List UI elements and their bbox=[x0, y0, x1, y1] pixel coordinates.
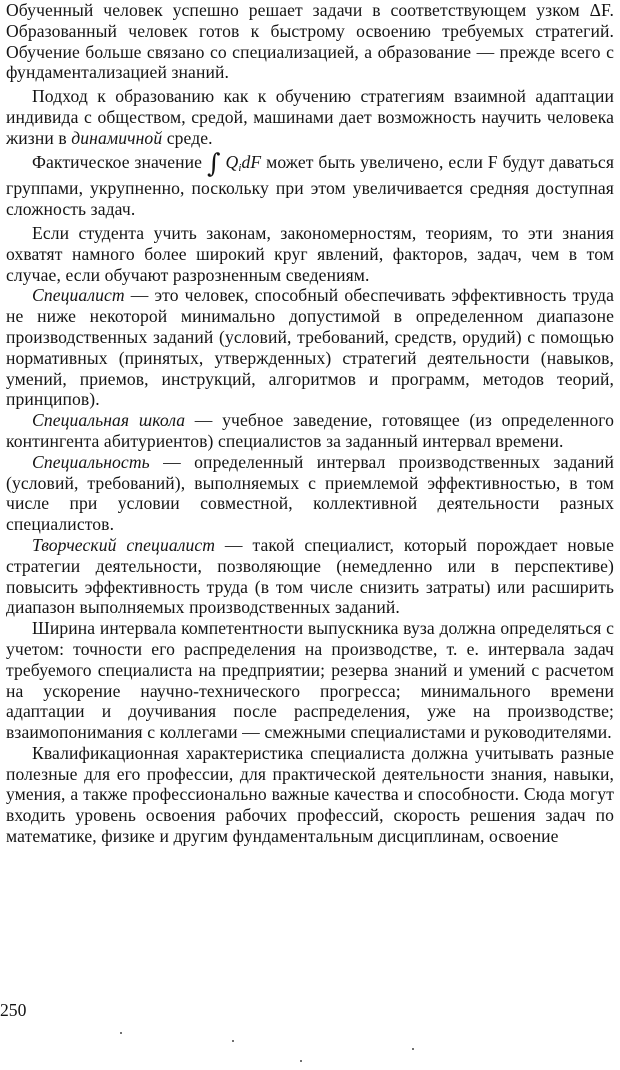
paragraph-3 bbox=[6, 148, 615, 220]
formula-q: Q bbox=[225, 151, 239, 172]
formula-df: dF bbox=[241, 151, 262, 172]
paragraph-qualification bbox=[6, 743, 614, 847]
page-number: 250 bbox=[0, 1000, 27, 1020]
definition-specialist bbox=[6, 285, 614, 410]
paragraph-qualification-text: Квалификационная характеристика специалиста должна учитывать разные полезные для его профессии, для практической деятельности знания, навыки, умения, а также профессионально важные качества и способности. Сюда могут входить уровень освоения рабочих профессий, скорость решения задач по математике, физике и другим фундаментальным дисциплинам, освоение bbox=[6, 742, 614, 847]
paragraph-2-tail: среде. bbox=[162, 127, 213, 148]
paragraph-1 bbox=[6, 0, 614, 83]
paragraph-3-lead: Фактическое значение bbox=[32, 151, 207, 172]
integral-sign: ∫ bbox=[206, 148, 221, 179]
definition-creative-specialist-text: — такой специалист, который порождает новые стратегии деятельности, позволяющие (немедленно или в перспективе) повысить эффективность труда (в том числе снизить затраты) или расширить диапазон выполняемых производственных заданий. bbox=[6, 534, 614, 618]
scan-speck bbox=[412, 1048, 414, 1050]
definition-special-school-text: — учебное заведение, готовящее (из определенного контингента абитуриентов) специалистов за заданный интервал времени. bbox=[6, 410, 615, 451]
definition-specialist-text: — это человек, способный обеспечивать эффективность труда не ниже некоторой минимально допустимой в определенном диапазоне производственных заданий (условий, требований, средств, орудий) с помощью нормативных (принятых, утвержденных) стратегий деятельности (навыков, умений, приемов, инструкций, алгоритмов и программ, методов теорий, принципов). bbox=[6, 285, 614, 410]
paragraph-competence-width-text: Ширина интервала компетентности выпускника вуза должна определяться с учетом: точности его распределения на производстве, т. е. интервала задач требуемого специалиста на предприятии; резерва знаний и умений с расчетом на ускорение научно-технического прогресса; минимального времени адаптации и доучивания после распределения, уже на производстве; взаимопонимания с коллегами — смежными специалистами и руководителями. bbox=[6, 618, 614, 743]
definition-specialty bbox=[6, 452, 614, 535]
scan-speck bbox=[232, 1040, 234, 1042]
definition-creative-specialist bbox=[6, 535, 614, 618]
paragraph-2-text: Подход к образованию как к обучению стратегиям взаимной адаптации индивида с обществом, средой, машинами дает возможность научить человека жизни в bbox=[6, 86, 614, 148]
definition-specialty-text: — определенный интервал производственных заданий (условий, требований), выполняемых с приемлемой эффективностью, в том числе при условии совместной, коллективной деятельности разных специалистов. bbox=[6, 451, 614, 535]
scan-speck bbox=[300, 1060, 302, 1062]
term-special-school: Специальная школа bbox=[32, 410, 186, 431]
paragraph-competence-width bbox=[6, 618, 614, 743]
paragraph-3-text: может быть увеличено, если F будут даваться группами, укрупненно, поскольку при этом увеличивается средняя доступная сложность задач. bbox=[6, 151, 615, 220]
term-specialist: Специалист bbox=[32, 285, 125, 306]
formula-q-subscript: i bbox=[238, 161, 242, 174]
paragraph-2-italic-word: динамичной bbox=[71, 127, 163, 148]
term-creative-specialist: Творческий специалист bbox=[32, 534, 216, 555]
paragraph-4 bbox=[6, 223, 614, 285]
definition-special-school bbox=[6, 410, 614, 452]
term-specialty: Специальность bbox=[32, 451, 150, 472]
scan-speck bbox=[120, 1032, 122, 1034]
paragraph-1-text: Обученный человек успешно решает задачи в соответствующем узком ΔF. Образованный человек готов к быстрому освоению требуемых стратегий. Обучение больше связано со специализацией, а образование — прежде всего с фундаментализацией знаний. bbox=[6, 0, 614, 83]
paragraph-4-text: Если студента учить законам, закономерностям, теориям, то эти знания охватят намного более широкий круг явлений, факторов, задач, чем в том случае, если обучают разрозненным сведениям. bbox=[6, 222, 614, 285]
page-body bbox=[6, 0, 614, 847]
paragraph-2 bbox=[6, 86, 614, 148]
